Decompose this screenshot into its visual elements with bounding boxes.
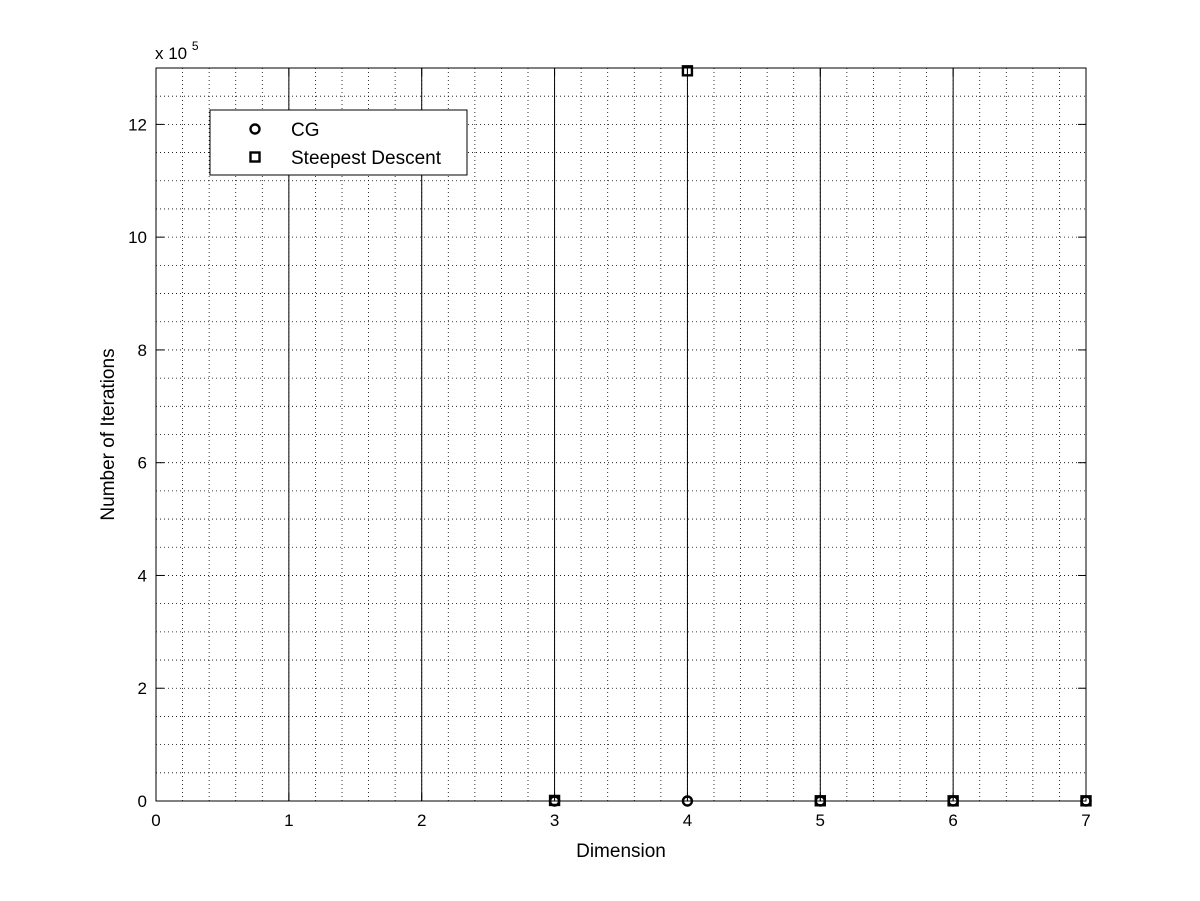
y-axis-label: Number of Iterations xyxy=(98,348,119,521)
legend xyxy=(210,110,467,175)
y-tick-label: 12 xyxy=(128,115,147,135)
x-tick-label: 1 xyxy=(284,811,294,830)
y-tick-label: 2 xyxy=(137,679,147,699)
tick-labels xyxy=(128,115,1091,830)
x-tick-label: 7 xyxy=(1081,811,1091,830)
legend-label: CG xyxy=(291,120,320,141)
x-tick-label: 3 xyxy=(549,811,560,830)
x-tick-label: 0 xyxy=(151,811,161,830)
x-tick-label: 2 xyxy=(416,811,427,830)
x-tick-label: 5 xyxy=(815,811,826,830)
legend-label: Steepest Descent xyxy=(291,148,441,169)
y-tick-label: 4 xyxy=(137,566,147,586)
y-axis-multiplier-base: x 10 xyxy=(155,44,188,63)
y-tick-label: 10 xyxy=(128,228,147,248)
y-tick-label: 6 xyxy=(137,453,147,473)
y-axis-multiplier xyxy=(155,39,199,63)
y-tick-label: 8 xyxy=(137,340,147,360)
y-tick-label: 0 xyxy=(137,792,147,811)
x-tick-label: 6 xyxy=(948,811,958,830)
grid xyxy=(156,68,1086,801)
x-axis-label: Dimension xyxy=(576,841,666,862)
y-axis-multiplier-exponent: 5 xyxy=(191,39,199,53)
x-tick-label: 4 xyxy=(682,811,693,830)
